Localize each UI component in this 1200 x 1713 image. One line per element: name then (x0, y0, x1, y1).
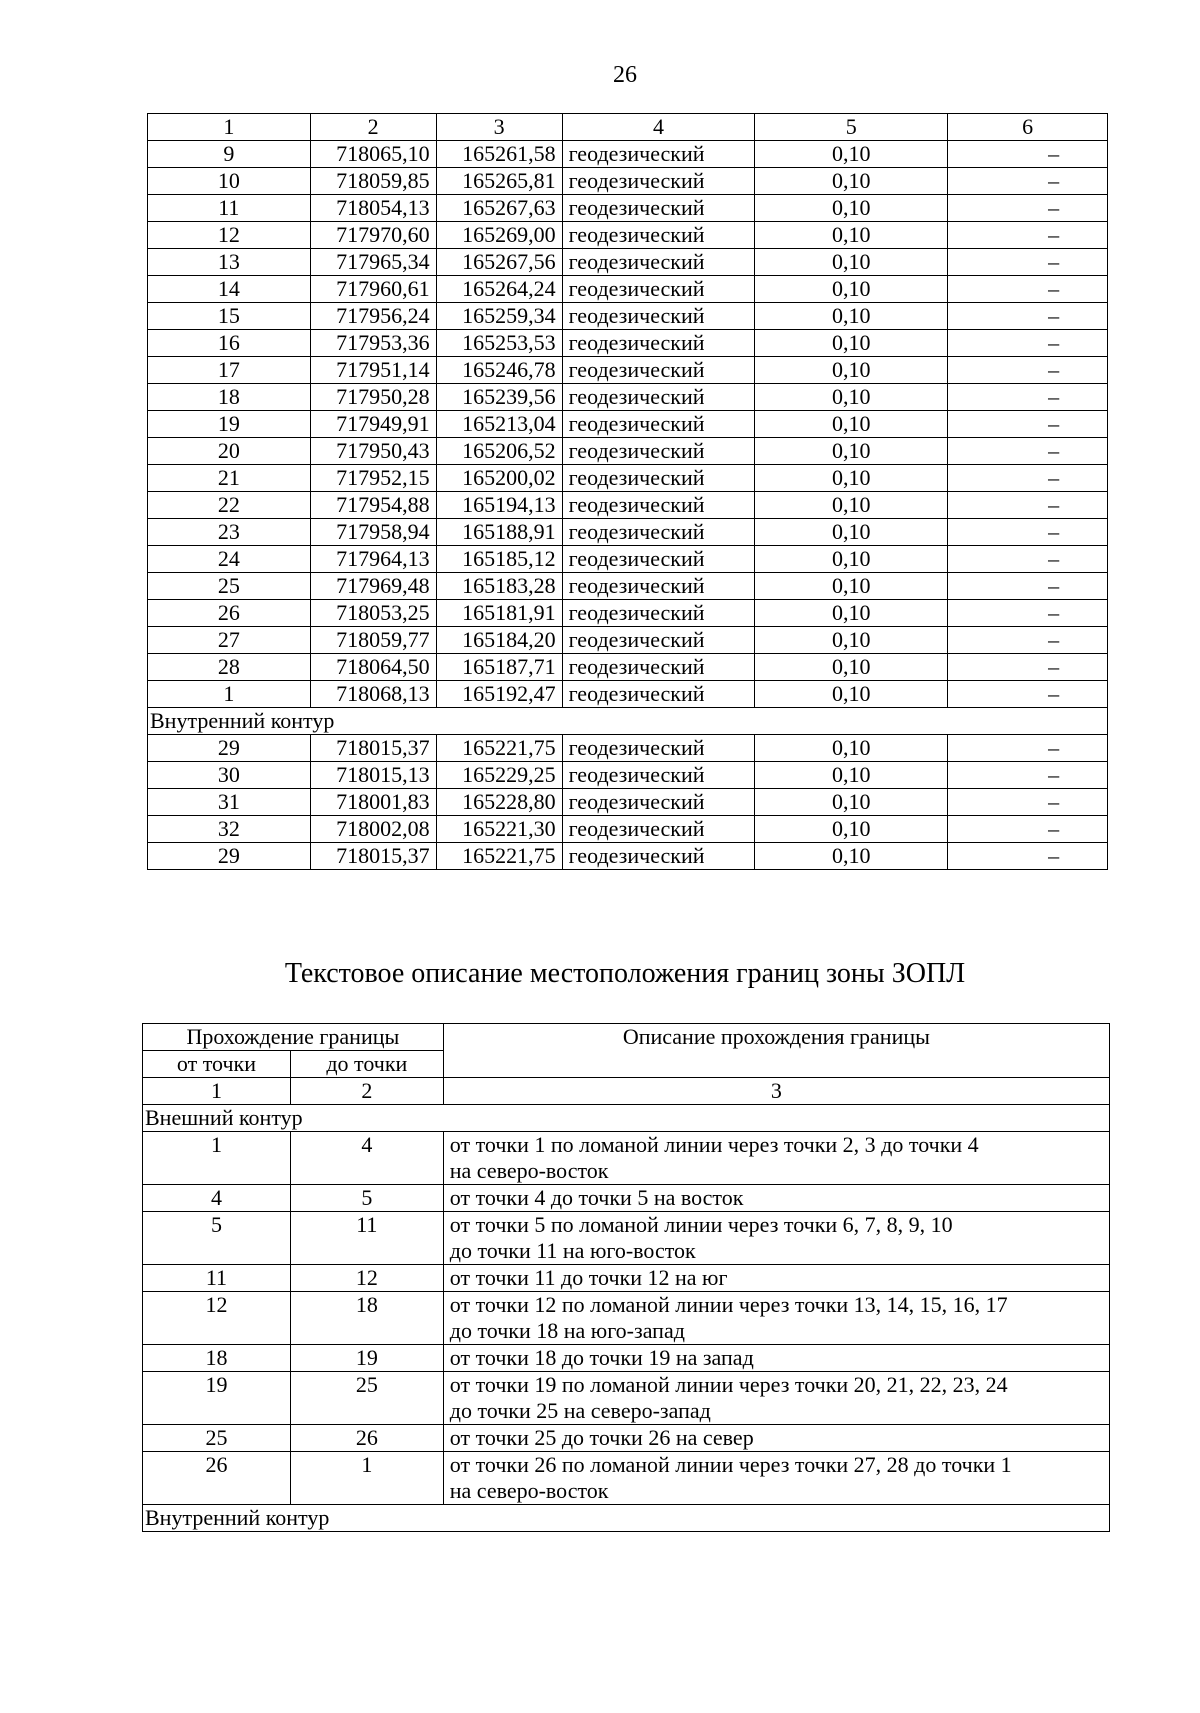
x-coordinate-cell: 718001,83 (310, 789, 436, 816)
y-coordinate-cell: 165265,81 (436, 168, 562, 195)
y-coordinate-cell: 165259,34 (436, 303, 562, 330)
coordinate-row (148, 195, 1108, 222)
boundary-description-cell (443, 1185, 1109, 1212)
header-from-cell: от точки (143, 1051, 291, 1078)
boundary-description-cell (443, 1292, 1109, 1345)
point-number-cell: 25 (148, 573, 311, 600)
accuracy-cell: 0,10 (755, 168, 948, 195)
y-coordinate-cell: 165184,20 (436, 627, 562, 654)
coordinate-row (148, 222, 1108, 249)
numbering-cell: 3 (443, 1078, 1109, 1105)
note-cell: – (948, 654, 1108, 681)
description-line: от точки 1 по ломаной линии через точки 2, 3 до точки 4 (449, 1132, 979, 1157)
note-cell: – (948, 519, 1108, 546)
note-cell: – (948, 762, 1108, 789)
x-coordinate-cell: 718015,37 (310, 843, 436, 870)
boundary-row (143, 1265, 1110, 1292)
contour-section-row (143, 1105, 1110, 1132)
x-coordinate-cell: 717965,34 (310, 249, 436, 276)
method-cell: геодезический (562, 492, 755, 519)
y-coordinate-cell: 165183,28 (436, 573, 562, 600)
boundary-description-table (142, 1023, 1110, 1532)
x-coordinate-cell: 717956,24 (310, 303, 436, 330)
accuracy-cell: 0,10 (755, 762, 948, 789)
to-point-cell: 12 (290, 1265, 443, 1292)
point-number-cell: 26 (148, 600, 311, 627)
accuracy-cell: 0,10 (755, 627, 948, 654)
description-line: от точки 25 до точки 26 на север (449, 1425, 754, 1450)
note-cell: – (948, 546, 1108, 573)
point-number-cell: 15 (148, 303, 311, 330)
method-cell: геодезический (562, 573, 755, 600)
accuracy-cell: 0,10 (755, 249, 948, 276)
method-cell: геодезический (562, 141, 755, 168)
boundary-row (143, 1425, 1110, 1452)
y-coordinate-cell: 165181,91 (436, 600, 562, 627)
accuracy-cell: 0,10 (755, 330, 948, 357)
method-cell: геодезический (562, 789, 755, 816)
description-line: от точки 5 по ломаной линии через точки 6, 7, 8, 9, 10 (449, 1212, 953, 1237)
coordinate-row (148, 789, 1108, 816)
description-line: от точки 19 по ломаной линии через точки 20, 21, 22, 23, 24 (449, 1372, 1008, 1397)
accuracy-cell: 0,10 (755, 546, 948, 573)
boundary-description-cell (443, 1265, 1109, 1292)
boundary-description-cell (443, 1452, 1109, 1505)
coordinate-row (148, 654, 1108, 681)
description-line: от точки 18 до точки 19 на запад (449, 1345, 754, 1370)
coordinate-row (148, 762, 1108, 789)
note-cell: – (948, 222, 1108, 249)
method-cell: геодезический (562, 816, 755, 843)
boundary-row (143, 1345, 1110, 1372)
coordinate-row (148, 249, 1108, 276)
point-number-cell: 27 (148, 627, 311, 654)
x-coordinate-cell: 717969,48 (310, 573, 436, 600)
x-coordinate-cell: 717949,91 (310, 411, 436, 438)
accuracy-cell: 0,10 (755, 816, 948, 843)
x-coordinate-cell: 717960,61 (310, 276, 436, 303)
from-point-cell: 26 (143, 1452, 291, 1505)
y-coordinate-cell: 165194,13 (436, 492, 562, 519)
coordinate-row (148, 735, 1108, 762)
point-number-cell: 9 (148, 141, 311, 168)
method-cell: геодезический (562, 195, 755, 222)
point-number-cell: 31 (148, 789, 311, 816)
point-number-cell: 28 (148, 654, 311, 681)
coordinate-row (148, 519, 1108, 546)
point-number-cell: 19 (148, 411, 311, 438)
header-cell: 4 (562, 114, 755, 141)
coordinate-row (148, 384, 1108, 411)
coordinate-row (148, 573, 1108, 600)
boundary-row (143, 1185, 1110, 1212)
point-number-cell: 24 (148, 546, 311, 573)
from-point-cell: 4 (143, 1185, 291, 1212)
note-cell: – (948, 816, 1108, 843)
y-coordinate-cell: 165188,91 (436, 519, 562, 546)
coordinate-row (148, 303, 1108, 330)
y-coordinate-cell: 165261,58 (436, 141, 562, 168)
note-cell: – (948, 276, 1108, 303)
point-number-cell: 29 (148, 735, 311, 762)
note-cell: – (948, 141, 1108, 168)
boundary-row (143, 1132, 1110, 1185)
point-number-cell: 13 (148, 249, 311, 276)
y-coordinate-cell: 165221,75 (436, 843, 562, 870)
y-coordinate-cell: 165267,63 (436, 195, 562, 222)
method-cell: геодезический (562, 735, 755, 762)
method-cell: геодезический (562, 546, 755, 573)
contour-section-row (143, 1505, 1110, 1532)
y-coordinate-cell: 165221,75 (436, 735, 562, 762)
boundary-description-body (143, 1024, 1110, 1532)
point-number-cell: 17 (148, 357, 311, 384)
header-to-cell: до точки (290, 1051, 443, 1078)
coordinate-row (148, 357, 1108, 384)
point-number-cell: 32 (148, 816, 311, 843)
note-cell: – (948, 168, 1108, 195)
to-point-cell: 25 (290, 1372, 443, 1425)
boundary-row (143, 1292, 1110, 1345)
x-coordinate-cell: 718064,50 (310, 654, 436, 681)
description-line: до точки 11 на юго-восток (449, 1238, 696, 1263)
description-line: до точки 18 на юго-запад (449, 1318, 685, 1343)
method-cell: геодезический (562, 276, 755, 303)
accuracy-cell: 0,10 (755, 222, 948, 249)
coordinate-row (148, 276, 1108, 303)
to-point-cell: 4 (290, 1132, 443, 1185)
y-coordinate-cell: 165228,80 (436, 789, 562, 816)
header-cell: 2 (310, 114, 436, 141)
boundary-description-cell (443, 1132, 1109, 1185)
header-cell: 1 (148, 114, 311, 141)
coordinate-row (148, 465, 1108, 492)
y-coordinate-cell: 165239,56 (436, 384, 562, 411)
method-cell: геодезический (562, 168, 755, 195)
header-cell: 3 (436, 114, 562, 141)
accuracy-cell: 0,10 (755, 573, 948, 600)
note-cell: – (948, 843, 1108, 870)
to-point-cell: 19 (290, 1345, 443, 1372)
coordinate-row (148, 168, 1108, 195)
note-cell: – (948, 249, 1108, 276)
description-line: от точки 4 до точки 5 на восток (449, 1185, 744, 1210)
y-coordinate-cell: 165192,47 (436, 681, 562, 708)
from-point-cell: 25 (143, 1425, 291, 1452)
note-cell: – (948, 411, 1108, 438)
coordinate-row (148, 141, 1108, 168)
method-cell: геодезический (562, 357, 755, 384)
x-coordinate-cell: 717964,13 (310, 546, 436, 573)
accuracy-cell: 0,10 (755, 141, 948, 168)
accuracy-cell: 0,10 (755, 276, 948, 303)
description-line: от точки 26 по ломаной линии через точки 27, 28 до точки 1 (449, 1452, 1012, 1477)
y-coordinate-cell: 165253,53 (436, 330, 562, 357)
y-coordinate-cell: 165200,02 (436, 465, 562, 492)
boundary-description-cell (443, 1372, 1109, 1425)
method-cell: геодезический (562, 681, 755, 708)
x-coordinate-cell: 718068,13 (310, 681, 436, 708)
coordinate-row (148, 546, 1108, 573)
method-cell: геодезический (562, 411, 755, 438)
from-point-cell: 11 (143, 1265, 291, 1292)
header-cell: 5 (755, 114, 948, 141)
from-point-cell: 18 (143, 1345, 291, 1372)
to-point-cell: 1 (290, 1452, 443, 1505)
y-coordinate-cell: 165264,24 (436, 276, 562, 303)
coordinate-row (148, 330, 1108, 357)
boundary-row (143, 1452, 1110, 1505)
from-point-cell: 1 (143, 1132, 291, 1185)
accuracy-cell: 0,10 (755, 195, 948, 222)
description-numbering-row (143, 1078, 1110, 1105)
boundary-row (143, 1212, 1110, 1265)
to-point-cell: 26 (290, 1425, 443, 1452)
note-cell: – (948, 357, 1108, 384)
coordinate-row (148, 411, 1108, 438)
accuracy-cell: 0,10 (755, 519, 948, 546)
note-cell: – (948, 681, 1108, 708)
method-cell: геодезический (562, 465, 755, 492)
method-cell: геодезический (562, 654, 755, 681)
contour-section-label: Внутренний контур (143, 1505, 1110, 1532)
from-point-cell: 5 (143, 1212, 291, 1265)
coordinate-row (148, 492, 1108, 519)
header-description-cell: Описание прохождения границы (443, 1024, 1109, 1078)
x-coordinate-cell: 718059,77 (310, 627, 436, 654)
point-number-cell: 11 (148, 195, 311, 222)
point-number-cell: 1 (148, 681, 311, 708)
method-cell: геодезический (562, 600, 755, 627)
description-line: от точки 12 по ломаной линии через точки 13, 14, 15, 16, 17 (449, 1292, 1008, 1317)
x-coordinate-cell: 718002,08 (310, 816, 436, 843)
point-number-cell: 12 (148, 222, 311, 249)
method-cell: геодезический (562, 384, 755, 411)
y-coordinate-cell: 165187,71 (436, 654, 562, 681)
coordinates-header-row (148, 114, 1108, 141)
point-number-cell: 30 (148, 762, 311, 789)
coordinate-row (148, 843, 1108, 870)
coordinate-row (148, 600, 1108, 627)
method-cell: геодезический (562, 627, 755, 654)
to-point-cell: 11 (290, 1212, 443, 1265)
numbering-cell: 1 (143, 1078, 291, 1105)
point-number-cell: 20 (148, 438, 311, 465)
x-coordinate-cell: 718054,13 (310, 195, 436, 222)
point-number-cell: 21 (148, 465, 311, 492)
note-cell: – (948, 303, 1108, 330)
method-cell: геодезический (562, 438, 755, 465)
description-line: от точки 11 до точки 12 на юг (449, 1265, 728, 1290)
section-title: Текстовое описание местоположения границ зоны ЗОПЛ (284, 958, 966, 989)
note-cell: – (948, 573, 1108, 600)
accuracy-cell: 0,10 (755, 789, 948, 816)
y-coordinate-cell: 165213,04 (436, 411, 562, 438)
coordinate-row (148, 816, 1108, 843)
y-coordinate-cell: 165221,30 (436, 816, 562, 843)
x-coordinate-cell: 718015,13 (310, 762, 436, 789)
accuracy-cell: 0,10 (755, 411, 948, 438)
point-number-cell: 16 (148, 330, 311, 357)
coordinates-table (147, 113, 1108, 870)
to-point-cell: 5 (290, 1185, 443, 1212)
x-coordinate-cell: 717953,36 (310, 330, 436, 357)
note-cell: – (948, 438, 1108, 465)
accuracy-cell: 0,10 (755, 681, 948, 708)
from-point-cell: 12 (143, 1292, 291, 1345)
boundary-description-cell (443, 1212, 1109, 1265)
accuracy-cell: 0,10 (755, 600, 948, 627)
note-cell: – (948, 627, 1108, 654)
numbering-cell: 2 (290, 1078, 443, 1105)
description-line: до точки 25 на северо-запад (449, 1398, 711, 1423)
header-group-cell: Прохождение границы (143, 1024, 444, 1051)
x-coordinate-cell: 718065,10 (310, 141, 436, 168)
note-cell: – (948, 384, 1108, 411)
x-coordinate-cell: 717952,15 (310, 465, 436, 492)
method-cell: геодезический (562, 330, 755, 357)
point-number-cell: 22 (148, 492, 311, 519)
x-coordinate-cell: 718059,85 (310, 168, 436, 195)
coordinate-row (148, 438, 1108, 465)
coordinate-row (148, 681, 1108, 708)
method-cell: геодезический (562, 249, 755, 276)
accuracy-cell: 0,10 (755, 735, 948, 762)
boundary-description-cell (443, 1345, 1109, 1372)
x-coordinate-cell: 717951,14 (310, 357, 436, 384)
coordinate-row (148, 627, 1108, 654)
description-line: на северо-восток (449, 1158, 609, 1183)
accuracy-cell: 0,10 (755, 843, 948, 870)
x-coordinate-cell: 717950,43 (310, 438, 436, 465)
from-point-cell: 19 (143, 1372, 291, 1425)
header-cell: 6 (948, 114, 1108, 141)
y-coordinate-cell: 165185,12 (436, 546, 562, 573)
method-cell: геодезический (562, 519, 755, 546)
point-number-cell: 23 (148, 519, 311, 546)
y-coordinate-cell: 165246,78 (436, 357, 562, 384)
accuracy-cell: 0,10 (755, 465, 948, 492)
y-coordinate-cell: 165267,56 (436, 249, 562, 276)
accuracy-cell: 0,10 (755, 654, 948, 681)
contour-section-row (148, 708, 1108, 735)
method-cell: геодезический (562, 222, 755, 249)
note-cell: – (948, 789, 1108, 816)
note-cell: – (948, 195, 1108, 222)
accuracy-cell: 0,10 (755, 384, 948, 411)
y-coordinate-cell: 165269,00 (436, 222, 562, 249)
boundary-row (143, 1372, 1110, 1425)
coordinates-table-body (148, 114, 1108, 870)
y-coordinate-cell: 165229,25 (436, 762, 562, 789)
method-cell: геодезический (562, 762, 755, 789)
point-number-cell: 10 (148, 168, 311, 195)
description-line: на северо-восток (449, 1478, 609, 1503)
contour-section-label: Внутренний контур (148, 708, 1108, 735)
x-coordinate-cell: 717950,28 (310, 384, 436, 411)
point-number-cell: 18 (148, 384, 311, 411)
note-cell: – (948, 735, 1108, 762)
description-header-row (143, 1024, 1110, 1051)
accuracy-cell: 0,10 (755, 492, 948, 519)
method-cell: геодезический (562, 303, 755, 330)
x-coordinate-cell: 717970,60 (310, 222, 436, 249)
x-coordinate-cell: 718053,25 (310, 600, 436, 627)
x-coordinate-cell: 717958,94 (310, 519, 436, 546)
to-point-cell: 18 (290, 1292, 443, 1345)
note-cell: – (948, 465, 1108, 492)
boundary-description-cell (443, 1425, 1109, 1452)
note-cell: – (948, 330, 1108, 357)
point-number-cell: 14 (148, 276, 311, 303)
method-cell: геодезический (562, 843, 755, 870)
point-number-cell: 29 (148, 843, 311, 870)
accuracy-cell: 0,10 (755, 303, 948, 330)
note-cell: – (948, 492, 1108, 519)
x-coordinate-cell: 718015,37 (310, 735, 436, 762)
accuracy-cell: 0,10 (755, 357, 948, 384)
note-cell: – (948, 600, 1108, 627)
contour-section-label: Внешний контур (143, 1105, 1110, 1132)
x-coordinate-cell: 717954,88 (310, 492, 436, 519)
page-number: 26 (613, 62, 637, 88)
accuracy-cell: 0,10 (755, 438, 948, 465)
y-coordinate-cell: 165206,52 (436, 438, 562, 465)
